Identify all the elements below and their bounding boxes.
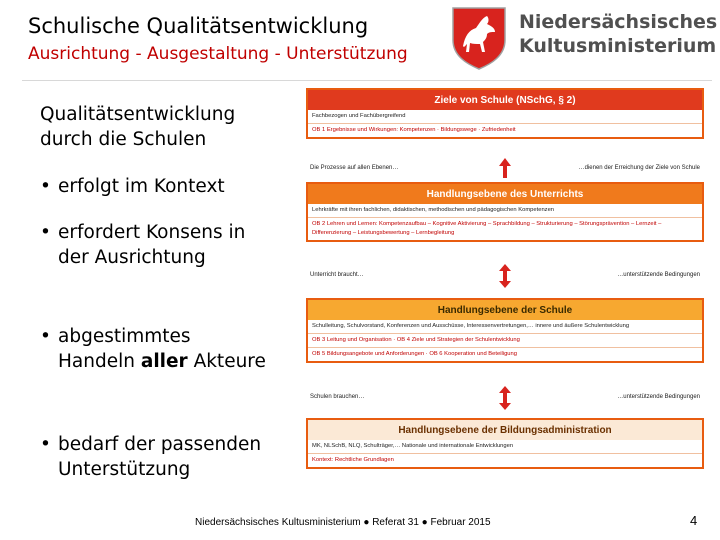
up-arrow-icon bbox=[499, 158, 511, 178]
bullet-item bbox=[40, 324, 295, 374]
bullet-text-post: Akteure bbox=[187, 351, 266, 372]
footer-text: Niedersächsisches Kultusministerium ● Referat 31 ● Februar 2015 bbox=[195, 517, 491, 528]
bullet-text-pre: Handeln bbox=[58, 351, 141, 372]
bullet-line-2: der Ausrichtung bbox=[58, 247, 206, 268]
heading-line-2: durch die Schulen bbox=[40, 129, 207, 150]
connector-right-text: …unterstützende Bedingungen bbox=[617, 272, 700, 278]
teaching-level-box bbox=[306, 182, 704, 242]
bullet-line-1: erfordert Konsens in bbox=[58, 222, 246, 243]
bullet-line-1: erfolgt im Kontext bbox=[58, 176, 225, 197]
connector-left-text: Unterricht braucht… bbox=[310, 272, 364, 278]
goals-box-title: Ziele von Schule (NSchG, § 2) bbox=[308, 90, 702, 110]
double-arrow-icon bbox=[499, 386, 511, 410]
bullet-dot: • bbox=[40, 434, 51, 455]
bullet-item bbox=[40, 220, 295, 270]
page-number: 4 bbox=[690, 513, 698, 528]
quality-framework-diagram bbox=[306, 88, 704, 491]
bullet-dot: • bbox=[40, 176, 51, 197]
bullet-item bbox=[40, 432, 295, 482]
bullet-text-bold: aller bbox=[140, 351, 188, 372]
school-level-box bbox=[306, 298, 704, 363]
goals-box bbox=[306, 88, 704, 139]
connector-1 bbox=[306, 158, 704, 180]
ministry-line-1: Niedersächsisches bbox=[519, 11, 718, 33]
school-box-title: Handlungsebene der Schule bbox=[308, 300, 702, 320]
goals-row: Fachbezogen und Fachübergreifend bbox=[308, 110, 702, 124]
content-heading bbox=[40, 102, 235, 152]
administration-box-title: Handlungsebene der Bildungsadministration bbox=[308, 420, 702, 440]
teaching-row: Lehrkräfte mit ihren fachlichen, didaktischen, methodischen und pädagogischen Kompetenzen bbox=[308, 204, 702, 218]
bullet-dot: • bbox=[40, 326, 51, 347]
school-row: Schulleitung, Schulvorstand, Konferenzen und Ausschüsse, Interessenvertretungen,… innere und äußere Schulentwicklung bbox=[308, 320, 702, 334]
bullet-line-1: bedarf der passenden bbox=[58, 434, 262, 455]
bullet-item bbox=[40, 174, 295, 199]
teaching-box-title: Handlungsebene des Unterrichts bbox=[308, 184, 702, 204]
goals-row: OB 1 Ergebnisse und Wirkungen: Kompetenzen · Bildungswege · Zufriedenheit bbox=[312, 127, 516, 133]
connector-right-text: …dienen der Erreichung der Ziele von Schule bbox=[578, 165, 700, 171]
connector-2 bbox=[306, 264, 704, 290]
ministry-name bbox=[519, 10, 717, 58]
heading-line-1: Qualitätsentwicklung bbox=[40, 104, 236, 125]
school-row: OB 5 Bildungsangebote und Anforderungen · OB 6 Kooperation und Beteiligung bbox=[312, 351, 517, 357]
header-divider bbox=[22, 80, 712, 81]
school-row: OB 3 Leitung und Organisation · OB 4 Ziele und Strategien der Schulentwicklung bbox=[308, 334, 702, 348]
double-arrow-icon bbox=[499, 264, 511, 288]
bullet-line-2 bbox=[58, 349, 295, 374]
connector-3 bbox=[306, 386, 704, 412]
lower-saxony-horse-logo bbox=[449, 6, 509, 70]
connector-left-text: Schulen brauchen… bbox=[310, 394, 365, 400]
slide-subtitle: Ausrichtung - Ausgestaltung - Unterstützung bbox=[28, 44, 408, 64]
bullet-line-1: abgestimmtes bbox=[58, 326, 191, 347]
teaching-row: OB 2 Lehren und Lernen: Kompetenzaufbau – Kognitive Aktivierung – Sprachbildung – Strukturierung – Störungsprävention – Lernzeit – Differenzierung – Leistungsbewertung – Lernbegleitung bbox=[312, 221, 662, 236]
administration-row: Kontext: Rechtliche Grundlagen bbox=[312, 457, 394, 463]
slide-title: Schulische Qualitätsentwicklung bbox=[28, 14, 369, 38]
bullet-dot: • bbox=[40, 222, 51, 243]
administration-row: MK, NLSchB, NLQ, Schulträger,… Nationale und internationale Entwicklungen bbox=[308, 440, 702, 454]
ministry-line-2: Kultusministerium bbox=[519, 35, 717, 57]
connector-right-text: …unterstützende Bedingungen bbox=[617, 394, 700, 400]
connector-left-text: Die Prozesse auf allen Ebenen… bbox=[310, 165, 399, 171]
bullet-line-2: Unterstützung bbox=[58, 459, 191, 480]
administration-level-box bbox=[306, 418, 704, 469]
